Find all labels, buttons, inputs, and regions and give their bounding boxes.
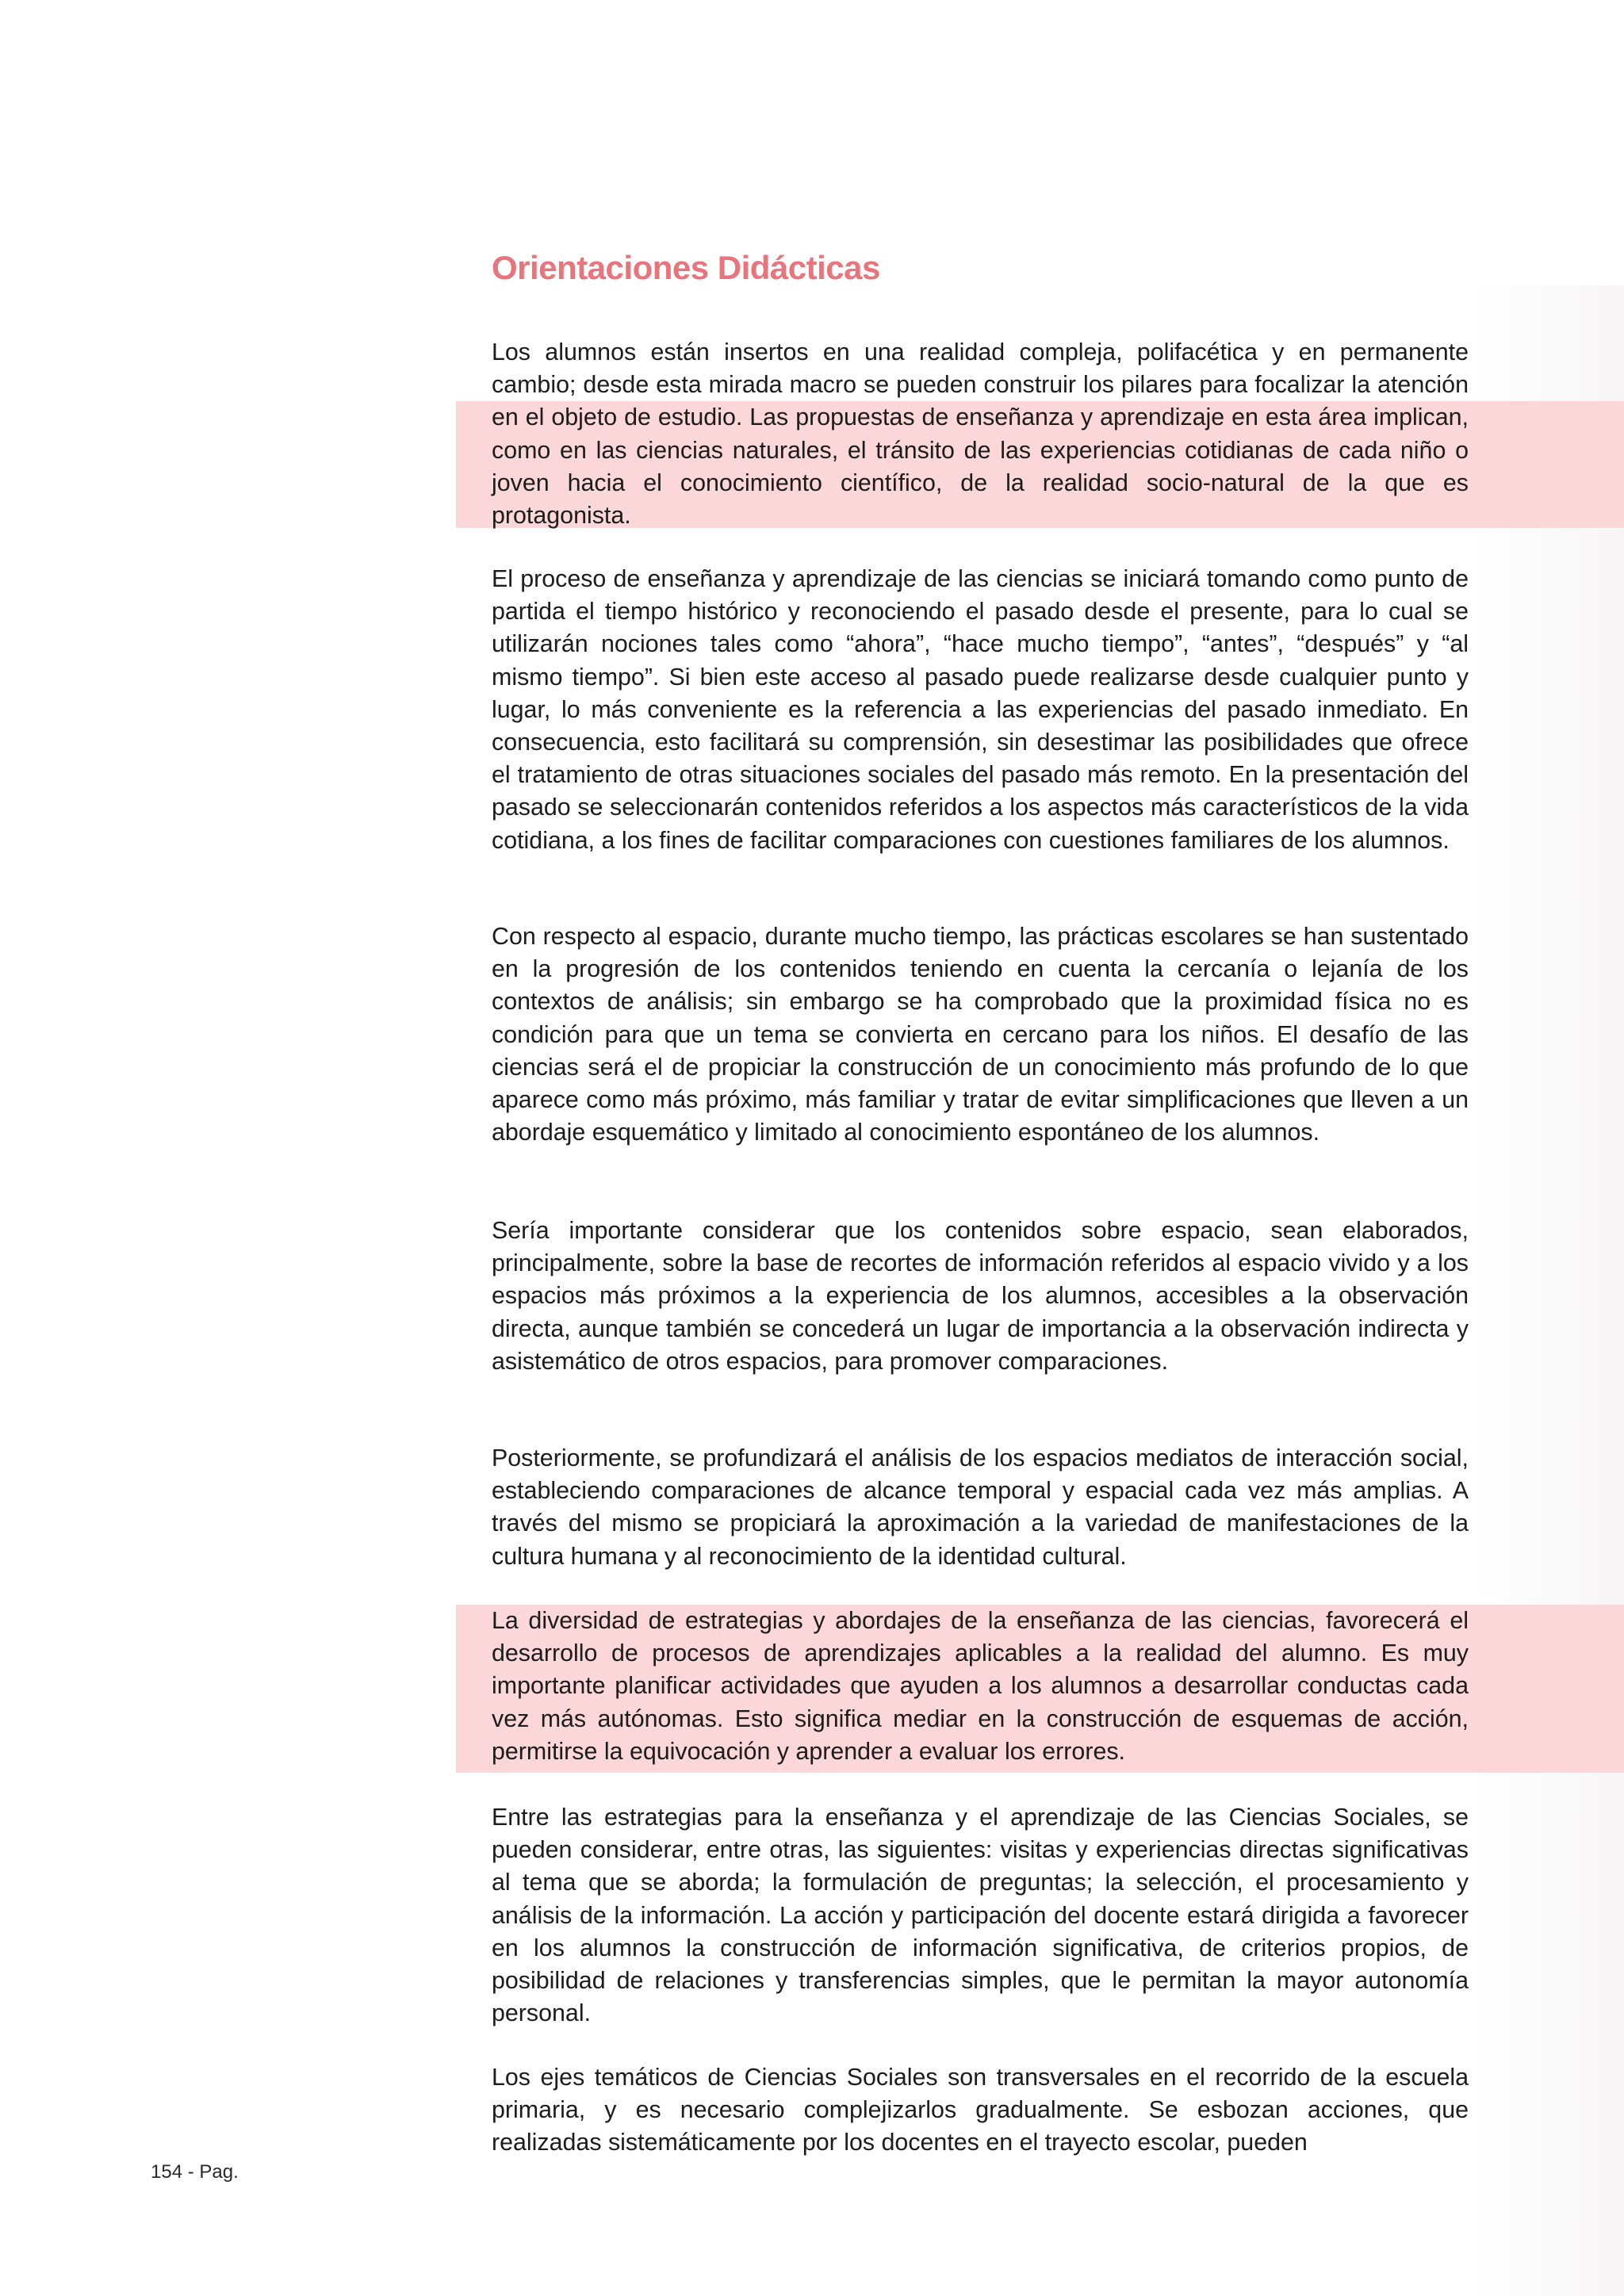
paragraph-3: Con respecto al espacio, durante mucho tiempo, las prácticas escolares se han sustentado en la progresión de los contenidos teniendo en cuenta la cercanía o lejanía de los contextos de análisis; sin embargo se ha comprobado que la proximidad física no es condición para que un tema se convierta en cercano para los niños. El desafío de las ciencias será el de propiciar la construcción de un conocimiento más profundo de lo que aparece como más próximo, más familiar y tratar de evitar simplificaciones que lleven a un abordaje esquemático y limitado al conocimiento espontáneo de los alumnos. <box>492 923 1469 1146</box>
paragraph-6: La diversidad de estrategias y abordajes de la enseñanza de las ciencias, favorecerá el desarrollo de procesos de aprendizajes aplicables a la realidad del alumno. Es muy importante planificar actividades que ayuden a los alumnos a desarrollar conductas cada vez más autónomas. Esto significa mediar en la construcción de esquemas de acción, permitirse la equivocación y aprender a evaluar los errores. <box>492 1607 1469 1765</box>
page-number: 154 - Pag. <box>151 2161 239 2183</box>
paragraph-1: Los alumnos están insertos en una realidad compleja, polifacética y en permanente cambio; desde esta mirada macro se pueden construir los pilares para focalizar la atención en el objeto de estudio. Las propuestas de enseñanza y aprendizaje en esta área implican, como en las ciencias naturales, el tránsito de las experiencias cotidianas de cada niño o joven hacia el conocimiento científico, de la realidad socio-natural de la que es protagonista. <box>492 339 1469 530</box>
paragraph-5: Posteriormente, se profundizará el análisis de los espacios mediatos de interacción social, estableciendo comparaciones de alcance temporal y espacial cada vez más amplias. A través del mismo se propiciará la aproximación a la variedad de manifestaciones de la cultura humana y al reconocimiento de la identidad cultural. <box>492 1445 1469 1570</box>
section-title: Orientaciones Didácticas <box>492 249 880 286</box>
page-edge-shade <box>1475 285 1624 2296</box>
paragraph-7: Entre las estrategias para la enseñanza y el aprendizaje de las Ciencias Sociales, se pueden considerar, entre otras, las siguientes: visitas y experiencias directas significativas al tema que se aborda; la formulación de preguntas; la selección, el procesamiento y análisis de la información. La acción y participación del docente estará dirigida a favorecer en los alumnos la construcción de información significativa, de criterios propios, de posibilidad de relaciones y transferencias simples, que le permitan la mayor autonomía personal. <box>492 1804 1469 2027</box>
paragraph-8: Los ejes temáticos de Ciencias Sociales son transversales en el recorrido de la escuela primaria, y es necesario complejizarlos gradualmente. Se esbozan acciones, que realizadas sistemáticamente por los docentes en el trayecto escolar, pueden <box>492 2064 1469 2156</box>
paragraph-4: Sería importante considerar que los contenidos sobre espacio, sean elaborados, principalmente, sobre la base de recortes de información referidos al espacio vivido y a los espacios más próximos a la experiencia de los alumnos, accesibles a la observación directa, aunque también se concederá un lugar de importancia a la observación indirecta y asistemático de otros espacios, para promover comparaciones. <box>492 1217 1469 1375</box>
paragraph-2: El proceso de enseñanza y aprendizaje de las ciencias se iniciará tomando como punto de partida el tiempo histórico y reconociendo el pasado desde el presente, para lo cual se utilizarán nociones tales como “ahora”, “hace mucho tiempo”, “antes”, “después” y “al mismo tiempo”. Si bien este acceso al pasado puede realizarse desde cualquier punto y lugar, lo más conveniente es la referencia a las experiencias del pasado inmediato. En consecuencia, esto facilitará su comprensión, sin desestimar las posibilidades que ofrece el tratamiento de otras situaciones sociales del pasado más remoto. En la presentación del pasado se seleccionarán contenidos referidos a los aspectos más característicos de la vida cotidiana, a los fines de facilitar comparaciones con cuestiones familiares de los alumnos. <box>492 565 1469 854</box>
